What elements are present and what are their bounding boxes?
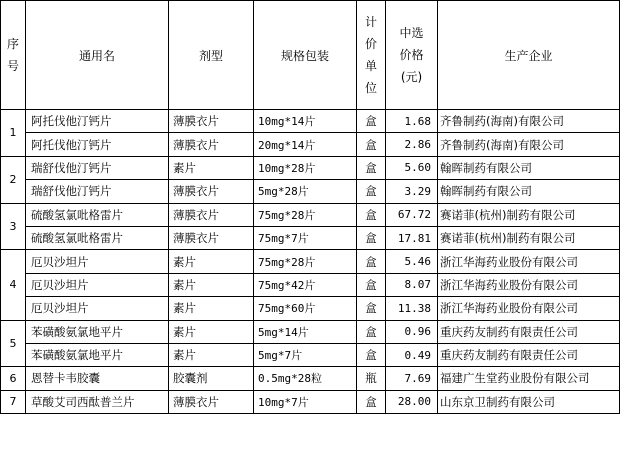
manufacturer-cell: 齐鲁制药(海南)有限公司 [438,133,620,156]
dosage-form-cell: 薄膜衣片 [169,133,254,156]
drug-name-cell: 厄贝沙坦片 [26,250,169,273]
dosage-form-cell: 薄膜衣片 [169,110,254,133]
row-number: 4 [1,250,26,320]
manufacturer-cell: 赛诺菲(杭州)制药有限公司 [438,226,620,249]
manufacturer-cell: 福建广生堂药业股份有限公司 [438,367,620,390]
pricing-unit-cell: 盒 [357,203,386,226]
row-number: 6 [1,367,26,390]
header-name: 通用名 [26,1,169,110]
header-company: 生产企业 [438,1,620,110]
drug-name-cell: 瑞舒伐他汀钙片 [26,156,169,179]
selected-price-cell: 67.72 [386,203,438,226]
drug-name-cell: 瑞舒伐他汀钙片 [26,180,169,203]
header-spec: 规格包装 [254,1,357,110]
table-row [1,180,620,203]
header-price: 中选价格(元) [386,1,438,110]
selected-price-cell: 7.69 [386,367,438,390]
selected-price-cell: 3.29 [386,180,438,203]
spec-package-cell: 10mg*28片 [254,156,357,179]
row-number: 2 [1,156,26,203]
spec-package-cell: 20mg*14片 [254,133,357,156]
row-number: 5 [1,320,26,367]
pricing-unit-cell: 盒 [357,343,386,366]
drug-name-cell: 苯磺酸氨氯地平片 [26,343,169,366]
manufacturer-cell: 翰晖制药有限公司 [438,180,620,203]
drug-name-cell: 阿托伐他汀钙片 [26,110,169,133]
selected-price-cell: 17.81 [386,226,438,249]
drug-name-cell: 厄贝沙坦片 [26,297,169,320]
spec-package-cell: 5mg*7片 [254,343,357,366]
drug-name-cell: 阿托伐他汀钙片 [26,133,169,156]
table-row [1,226,620,249]
pricing-unit-cell: 盒 [357,110,386,133]
pricing-unit-cell: 盒 [357,273,386,296]
spec-package-cell: 5mg*14片 [254,320,357,343]
manufacturer-cell: 赛诺菲(杭州)制药有限公司 [438,203,620,226]
table-row [1,110,620,133]
pricing-unit-cell: 盒 [357,297,386,320]
selected-price-cell: 2.86 [386,133,438,156]
manufacturer-cell: 浙江华海药业股份有限公司 [438,250,620,273]
table-row [1,250,620,273]
dosage-form-cell: 素片 [169,343,254,366]
pricing-unit-cell: 盒 [357,226,386,249]
table-row [1,367,620,390]
table-row [1,156,620,179]
dosage-form-cell: 素片 [169,250,254,273]
dosage-form-cell: 薄膜衣片 [169,180,254,203]
table-row [1,390,620,413]
table-row [1,203,620,226]
drug-name-cell: 厄贝沙坦片 [26,273,169,296]
dosage-form-cell: 素片 [169,297,254,320]
manufacturer-cell: 山东京卫制药有限公司 [438,390,620,413]
manufacturer-cell: 齐鲁制药(海南)有限公司 [438,110,620,133]
pricing-unit-cell: 盒 [357,180,386,203]
dosage-form-cell: 薄膜衣片 [169,226,254,249]
manufacturer-cell: 浙江华海药业股份有限公司 [438,273,620,296]
drug-name-cell: 硫酸氢氯吡格雷片 [26,203,169,226]
manufacturer-cell: 重庆药友制药有限责任公司 [438,320,620,343]
pricing-unit-cell: 盒 [357,320,386,343]
spec-package-cell: 75mg*28片 [254,203,357,226]
dosage-form-cell: 薄膜衣片 [169,203,254,226]
row-number: 7 [1,390,26,413]
pricing-unit-cell: 瓶 [357,367,386,390]
selected-price-cell: 1.68 [386,110,438,133]
table-row [1,133,620,156]
pricing-unit-cell: 盒 [357,156,386,179]
row-number: 1 [1,110,26,157]
table-row [1,320,620,343]
dosage-form-cell: 薄膜衣片 [169,390,254,413]
spec-package-cell: 10mg*14片 [254,110,357,133]
selected-price-cell: 5.60 [386,156,438,179]
header-no: 序号 [1,1,26,110]
header-unit: 计价单位 [357,1,386,110]
spec-package-cell: 75mg*60片 [254,297,357,320]
selected-price-cell: 28.00 [386,390,438,413]
table-row [1,273,620,296]
dosage-form-cell: 胶囊剂 [169,367,254,390]
table-row [1,343,620,366]
pricing-unit-cell: 盒 [357,133,386,156]
header-row [1,1,620,110]
drug-name-cell: 恩替卡韦胶囊 [26,367,169,390]
spec-package-cell: 10mg*7片 [254,390,357,413]
spec-package-cell: 5mg*28片 [254,180,357,203]
manufacturer-cell: 翰晖制药有限公司 [438,156,620,179]
selected-price-cell: 8.07 [386,273,438,296]
drug-name-cell: 草酸艾司西酞普兰片 [26,390,169,413]
selected-price-cell: 5.46 [386,250,438,273]
table-row [1,297,620,320]
selected-price-cell: 11.38 [386,297,438,320]
header-form: 剂型 [169,1,254,110]
pricing-unit-cell: 盒 [357,390,386,413]
spec-package-cell: 75mg*28片 [254,250,357,273]
dosage-form-cell: 素片 [169,273,254,296]
row-number: 3 [1,203,26,250]
spec-package-cell: 75mg*7片 [254,226,357,249]
pricing-unit-cell: 盒 [357,250,386,273]
drug-name-cell: 苯磺酸氨氯地平片 [26,320,169,343]
manufacturer-cell: 重庆药友制药有限责任公司 [438,343,620,366]
selected-price-cell: 0.96 [386,320,438,343]
selected-price-cell: 0.49 [386,343,438,366]
spec-package-cell: 0.5mg*28粒 [254,367,357,390]
dosage-form-cell: 素片 [169,320,254,343]
spec-package-cell: 75mg*42片 [254,273,357,296]
drug-name-cell: 硫酸氢氯吡格雷片 [26,226,169,249]
dosage-form-cell: 素片 [169,156,254,179]
manufacturer-cell: 浙江华海药业股份有限公司 [438,297,620,320]
table-body [1,110,620,414]
